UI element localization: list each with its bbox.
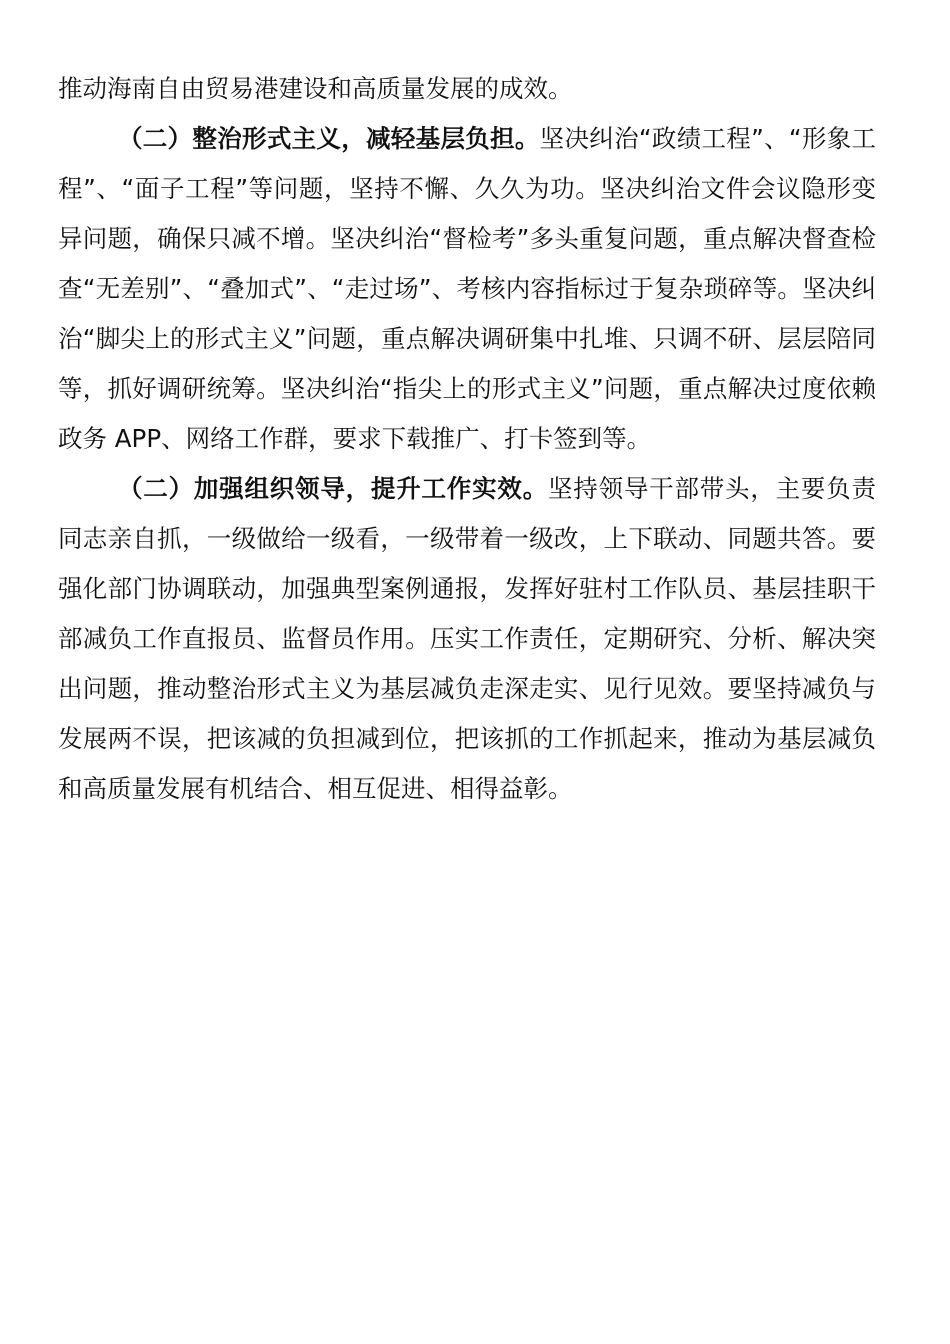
paragraph-continuation xyxy=(58,64,876,114)
paragraph-text: 推动海南自由贸易港建设和高质量发展的成效。 xyxy=(58,74,573,103)
section-heading: （二）加强组织领导，提升工作实效。 xyxy=(118,474,548,503)
paragraph-text: 坚决纠治“政绩工程”、“形象工程”、“面子工程”等问题，坚持不懈、久久为功。坚决纠治文件会议隐形变异问题，确保只减不增。坚决纠治“督检考”多头重复问题，重点解决督查检查“无差别”、“叠加式”、“走过场”、考核内容指标过于复杂琐碎等。坚决纠治“脚尖上的形式主义”问题，重点解决调研集中扎堆、只调不研、层层陪同等，抓好调研统筹。坚决纠治“指尖上的形式主义”问题，重点解决过度依赖政务 APP、网络工作群，要求下载推广、打卡签到等。 xyxy=(58,124,877,453)
paragraph-section-formalism xyxy=(58,114,876,464)
section-heading: （二）整治形式主义，减轻基层负担。 xyxy=(118,124,540,153)
paragraph-text: 坚持领导干部带头，主要负责同志亲自抓，一级做给一级看，一级带着一级改，上下联动、同题共答。要强化部门协调联动，加强典型案例通报，发挥好驻村工作队员、基层挂职干部减负工作直报员、监督员作用。压实工作责任，定期研究、分析、解决突出问题，推动整治形式主义为基层减负走深走实、见行见效。要坚持减负与发展两不误，把该减的负担减到位，把该抓的工作抓起来，推动为基层减负和高质量发展有机结合、相互促进、相得益彰。 xyxy=(58,474,877,803)
document-body xyxy=(58,64,876,814)
paragraph-section-leadership xyxy=(58,464,876,814)
